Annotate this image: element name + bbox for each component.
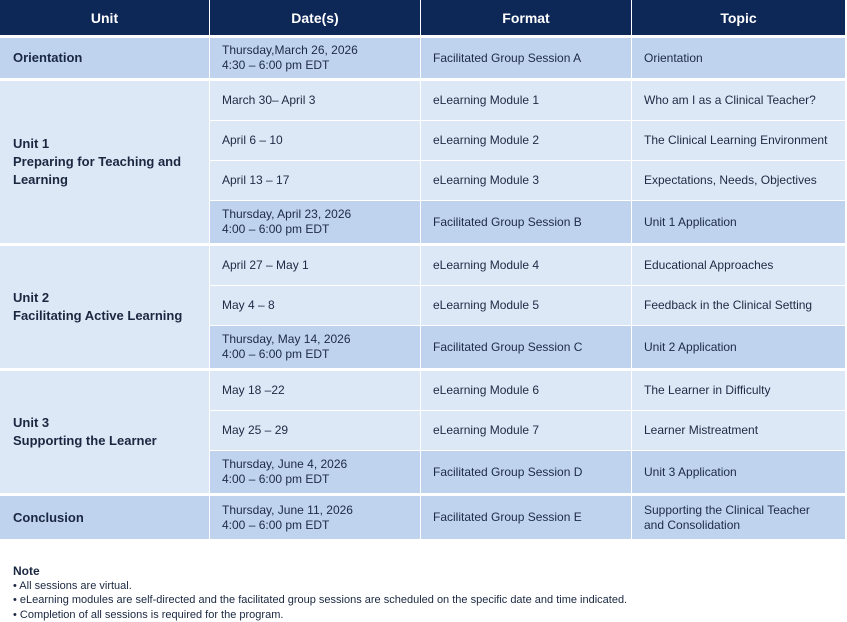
date-cell: May 25 – 29 (210, 411, 421, 451)
unit-cell-unit2 (0, 246, 210, 371)
date-line: Thursday, April 23, 2026 (222, 207, 351, 221)
topic-cell: Orientation (632, 38, 845, 81)
note-line: • Completion of all sessions is required for the program. (13, 608, 627, 622)
topic-line: and Consolidation (644, 518, 740, 532)
header-format: Format (421, 0, 632, 38)
topic-cell: Learner Mistreatment (632, 411, 845, 451)
unit-number: Unit 2 (13, 290, 49, 305)
table-row (0, 371, 845, 411)
unit-title: Supporting the Learner (13, 433, 157, 448)
date-cell (210, 496, 421, 540)
time-line: 4:30 – 6:00 pm EDT (222, 58, 329, 72)
format-cell: eLearning Module 5 (421, 286, 632, 326)
topic-cell: Unit 3 Application (632, 451, 845, 496)
date-line: Thursday, May 14, 2026 (222, 332, 351, 346)
table-row (0, 246, 845, 286)
topic-cell: The Clinical Learning Environment (632, 121, 845, 161)
note-title: Note (13, 564, 627, 579)
date-line: Thursday,March 26, 2026 (222, 43, 358, 57)
table-row (0, 81, 845, 121)
date-cell: April 6 – 10 (210, 121, 421, 161)
topic-cell: Unit 2 Application (632, 326, 845, 371)
unit-number: Unit 3 (13, 415, 49, 430)
header-topic: Topic (632, 0, 845, 38)
topic-cell (632, 496, 845, 540)
date-cell: May 18 –22 (210, 371, 421, 411)
topic-cell: Educational Approaches (632, 246, 845, 286)
header-unit: Unit (0, 0, 210, 38)
date-cell (210, 38, 421, 81)
table-row-conclusion (0, 496, 845, 540)
format-cell: eLearning Module 2 (421, 121, 632, 161)
time-line: 4:00 – 6:00 pm EDT (222, 347, 329, 361)
topic-cell: Expectations, Needs, Objectives (632, 161, 845, 201)
note-line: • All sessions are virtual. (13, 579, 627, 594)
unit-cell-unit3 (0, 371, 210, 496)
date-cell: April 27 – May 1 (210, 246, 421, 286)
format-cell: Facilitated Group Session D (421, 451, 632, 496)
topic-cell: Unit 1 Application (632, 201, 845, 246)
note-section (13, 564, 627, 622)
date-cell: April 13 – 17 (210, 161, 421, 201)
time-line: 4:00 – 6:00 pm EDT (222, 518, 329, 532)
format-cell: eLearning Module 6 (421, 371, 632, 411)
time-line: 4:00 – 6:00 pm EDT (222, 472, 329, 486)
unit-cell-conclusion: Conclusion (0, 496, 210, 540)
date-cell: March 30– April 3 (210, 81, 421, 121)
topic-cell: Feedback in the Clinical Setting (632, 286, 845, 326)
format-cell: Facilitated Group Session C (421, 326, 632, 371)
header-row (0, 0, 845, 38)
unit-cell-orientation: Orientation (0, 38, 210, 81)
topic-cell: The Learner in Difficulty (632, 371, 845, 411)
unit-title: Facilitating Active Learning (13, 308, 182, 323)
topic-cell: Who am I as a Clinical Teacher? (632, 81, 845, 121)
table-row-orientation (0, 38, 845, 81)
header-dates: Date(s) (210, 0, 421, 38)
format-cell: eLearning Module 1 (421, 81, 632, 121)
date-line: Thursday, June 11, 2026 (222, 503, 353, 517)
format-cell: eLearning Module 4 (421, 246, 632, 286)
date-cell (210, 451, 421, 496)
format-cell: Facilitated Group Session E (421, 496, 632, 540)
date-cell (210, 201, 421, 246)
date-line: Thursday, June 4, 2026 (222, 457, 347, 471)
date-cell: May 4 – 8 (210, 286, 421, 326)
date-cell (210, 326, 421, 371)
format-cell: eLearning Module 7 (421, 411, 632, 451)
unit-number: Unit 1 (13, 136, 49, 151)
format-cell: eLearning Module 3 (421, 161, 632, 201)
unit-cell-unit1 (0, 81, 210, 246)
unit-title: Preparing for Teaching and Learning (13, 154, 181, 187)
note-line: • eLearning modules are self-directed and the facilitated group sessions are scheduled on the specific date and time indicated. (13, 593, 627, 608)
topic-line: Supporting the Clinical Teacher (644, 503, 810, 517)
time-line: 4:00 – 6:00 pm EDT (222, 222, 329, 236)
format-cell: Facilitated Group Session B (421, 201, 632, 246)
format-cell: Facilitated Group Session A (421, 38, 632, 81)
